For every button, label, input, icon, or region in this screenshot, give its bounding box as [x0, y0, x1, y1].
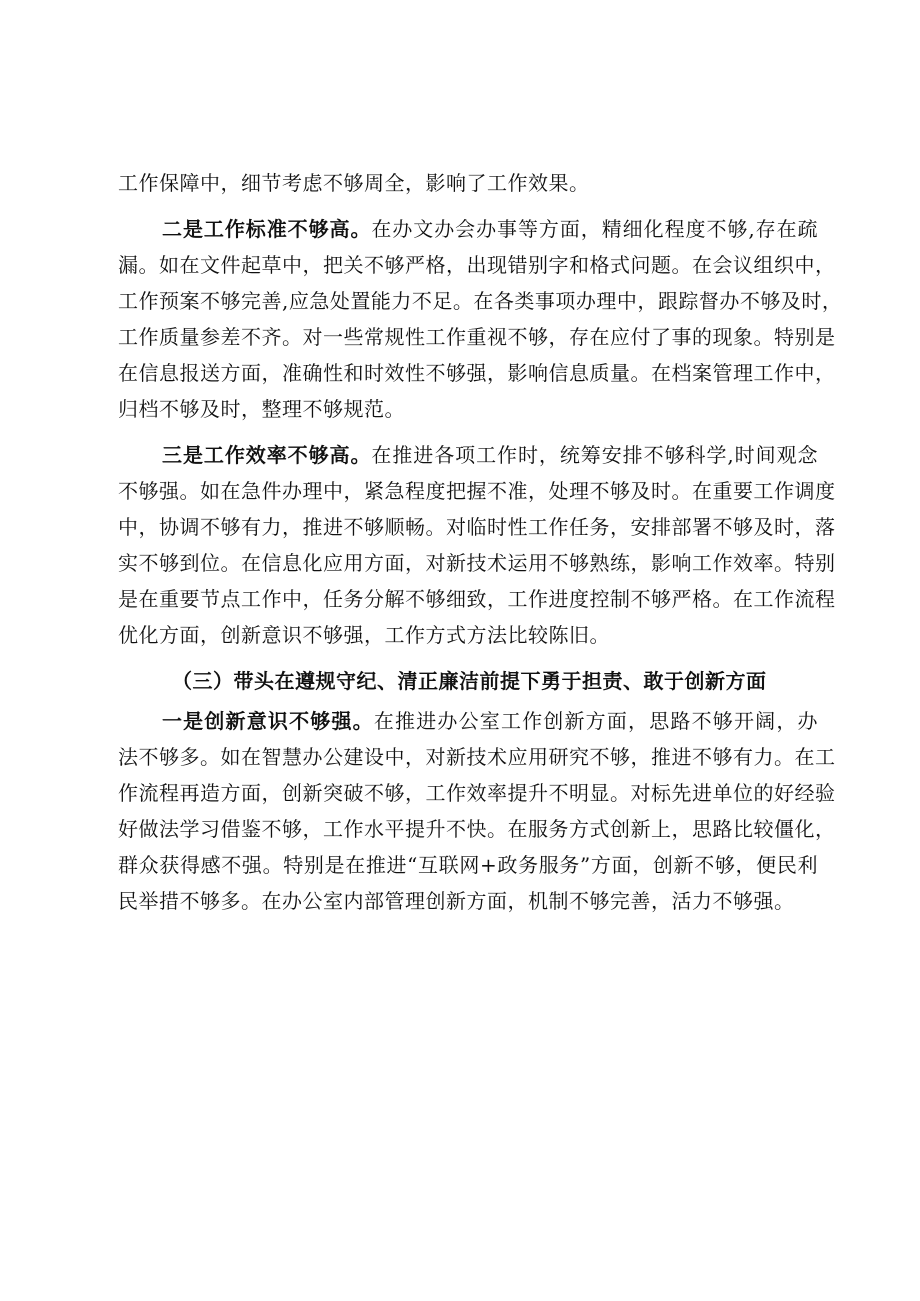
text-line: 三是工作效率不够高。在推进各项工作时，统筹安排不够科学,时间观念	[162, 443, 819, 467]
text-line: 实不够到位。在信息化应用方面，对新技术运用不够熟练，影响工作效率。特别	[118, 551, 836, 575]
document-page	[118, 165, 843, 919]
text-line: 是在重要节点工作中，任务分解不够细致，工作进度控制不够严格。在工作流程	[118, 587, 836, 611]
heading-line: （三）带头在遵规守纪、清正廉洁前提下勇于担责、敢于创新方面	[172, 669, 767, 693]
text-line: 二是工作标准不够高。在办文办会办事等方面，精细化程度不够,存在疏	[162, 217, 819, 241]
paragraph-work-standard	[118, 211, 843, 427]
text-line: 群众获得感不强。特别是在推进“互联网+政务服务”方面，创新不够，便民利	[118, 853, 818, 877]
text-line: 好做法学习借鉴不够，工作水平提升不快。在服务方式创新上，思路比较僵化，	[118, 817, 836, 841]
paragraph-lead: 三是工作效率不够高。	[162, 443, 372, 467]
text-line: 工作质量参差不齐。对一些常规性工作重视不够，存在应付了事的现象。特别是	[118, 325, 836, 349]
text-line: 法不够多。如在智慧办公建设中，对新技术应用研究不够，推进不够有力。在工	[118, 745, 836, 769]
paragraph-work-efficiency	[118, 437, 836, 653]
text-line: 不够强。如在急件办理中，紧急程度把握不准，处理不够及时。在重要工作调度	[118, 479, 836, 503]
text-line: 一是创新意识不够强。在推进办公室工作创新方面，思路不够开阔，办	[162, 709, 819, 733]
text-line: 中，协调不够有力，推进不够顺畅。对临时性工作任务，安排部署不够及时，落	[118, 515, 836, 539]
text-line: 民举措不够多。在办公室内部管理创新方面，机制不够完善，活力不够强。	[118, 889, 795, 913]
paragraph-lead: 一是创新意识不够强。	[162, 709, 374, 733]
text-line: 在信息报送方面，准确性和时效性不够强，影响信息质量。在档案管理工作中，	[118, 361, 836, 385]
text-line: 归档不够及时，整理不够规范。	[118, 397, 405, 421]
text-line: 作流程再造方面，创新突破不够，工作效率提升不明显。对标先进单位的好经验	[118, 781, 836, 805]
paragraph-lead: 二是工作标准不够高。	[162, 217, 372, 241]
text-line: 漏。如在文件起草中，把关不够严格，出现错别字和格式问题。在会议组织中，	[118, 253, 836, 277]
text-line: 优化方面，创新意识不够强，工作方式方法比较陈旧。	[118, 623, 610, 647]
section-heading	[118, 663, 818, 699]
text-line: 工作保障中，细节考虑不够周全，影响了工作效果。	[118, 171, 590, 195]
text-line: 工作预案不够完善,应急处置能力不足。在各类事项办理中，跟踪督办不够及时，	[118, 289, 843, 313]
paragraph-innovation	[118, 703, 836, 919]
paragraph-continuation	[118, 165, 818, 201]
